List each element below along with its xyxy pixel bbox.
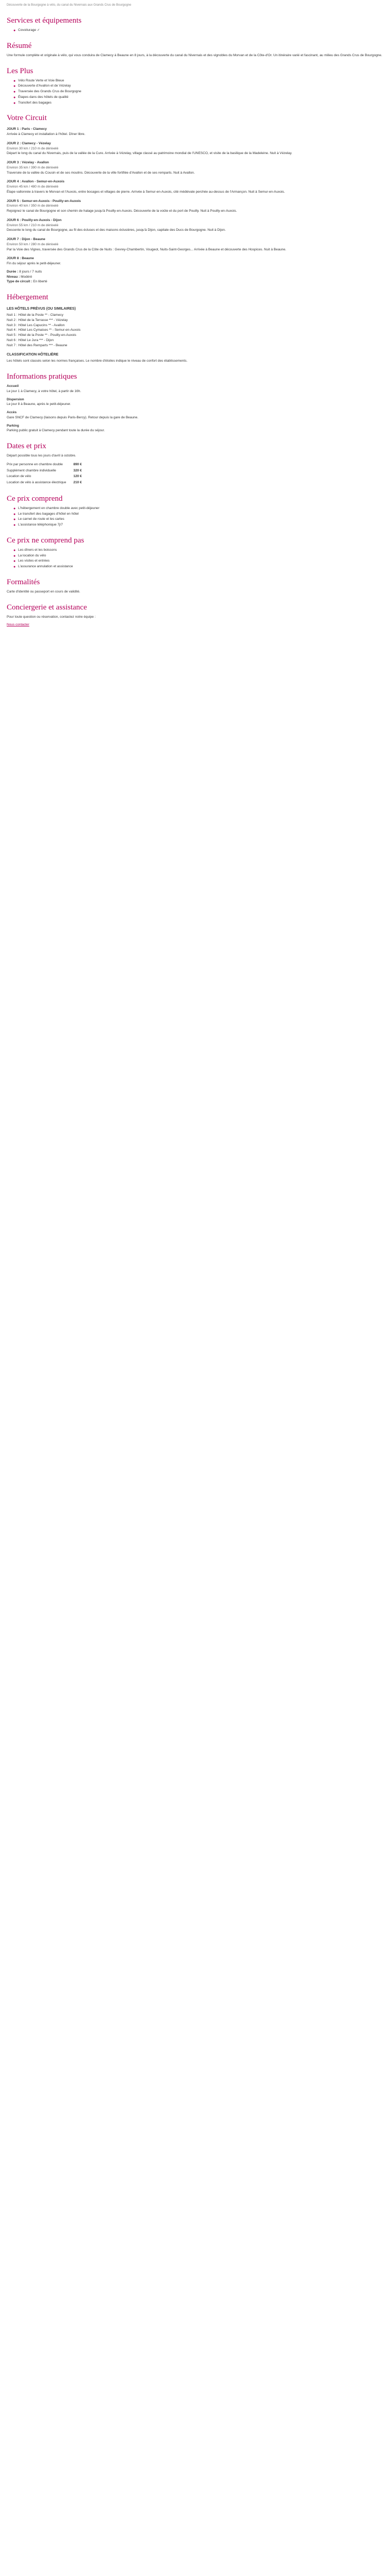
hotel-item: Nuit 1 : Hôtel de la Poste ** - Clamecy bbox=[7, 313, 63, 317]
services-section bbox=[7, 16, 384, 33]
list-item bbox=[13, 522, 384, 528]
day-text: Traversée de la vallée du Cousin et de ses moulins. Découverte de la ville fortifiée d'Avallon et de ses remparts. Nuit à Avallon. bbox=[7, 171, 195, 175]
day-text: Arrivée à Clamecy et installation à l'hôtel. Dîner libre. bbox=[7, 132, 86, 136]
day-block bbox=[7, 237, 384, 252]
list-item bbox=[13, 548, 384, 553]
info-item bbox=[7, 423, 384, 434]
contact-text: Pour toute question ou réservation, contactez notre équipe : bbox=[7, 615, 96, 619]
bullet-icon: ● bbox=[13, 565, 16, 569]
classification-subtitle: CLASSIFICATION HÔTELIÈRE bbox=[7, 353, 59, 357]
list-item bbox=[13, 100, 384, 106]
hebergement-subtitle: LES HÔTELS PRÉVUS (OU SIMILAIRES) bbox=[7, 307, 76, 311]
price-label: Prix par personne en chambre double bbox=[7, 462, 63, 466]
meta-row bbox=[7, 275, 384, 280]
hebergement-section bbox=[7, 293, 384, 364]
list-item bbox=[13, 89, 384, 94]
formalites-section bbox=[7, 578, 384, 595]
resume-text: Une formule complète et originale à vélo, qui vous conduira de Clamecy à Beaune en 8 jours, à la découverte du canal du Nivernais et des vignobles du Morvan et de la Côte-d'Or. Un itinéraire varié et fascinant, au milieu des Grands Crus de Bourgogne. bbox=[7, 53, 382, 57]
list-item bbox=[13, 553, 384, 558]
day-distance: Environ 35 km / 390 m de dénivelé bbox=[7, 165, 59, 170]
hotel-list bbox=[7, 313, 384, 348]
bullet-icon: ● bbox=[13, 554, 16, 558]
comprend-item: Le transfert des bagages d'hôtel en hôtel bbox=[18, 512, 79, 516]
comprend-item: L'hébergement en chambre double avec petit-déjeuner bbox=[18, 506, 100, 510]
prix-ne-comprend-section bbox=[7, 536, 384, 569]
ne-comprend-item: L'assurance annulation et assistance bbox=[18, 565, 73, 569]
bullet-icon: ● bbox=[13, 523, 16, 528]
table-row bbox=[7, 480, 89, 486]
plus-item: Découverte d'Avallon et de Vézelay bbox=[18, 84, 71, 88]
day-block bbox=[7, 199, 384, 214]
table-row bbox=[7, 468, 89, 474]
les-plus-list bbox=[7, 78, 384, 106]
contact-title: Conciergerie et assistance bbox=[7, 603, 87, 612]
resume-section bbox=[7, 41, 384, 58]
hotel-item: Nuit 5 : Hôtel de la Poste ** - Pouilly-en-Auxois bbox=[7, 333, 76, 337]
list-item bbox=[13, 78, 384, 83]
day-block bbox=[7, 179, 384, 194]
day-distance: Environ 45 km / 480 m de dénivelé bbox=[7, 185, 59, 189]
les-plus-title: Les Plus bbox=[7, 66, 34, 75]
hotel-item: Nuit 6 : Hôtel Le Jura *** - Dijon bbox=[7, 338, 54, 342]
list-item bbox=[13, 564, 384, 569]
bullet-icon: ● bbox=[13, 506, 16, 511]
resume-title: Résumé bbox=[7, 41, 32, 50]
bullet-icon: ● bbox=[13, 518, 16, 522]
prix-comprend-list bbox=[7, 506, 384, 528]
price-value: 210 € bbox=[73, 481, 82, 485]
list-item bbox=[13, 512, 384, 517]
bullet-icon: ● bbox=[13, 95, 16, 99]
services-title: Services et équipements bbox=[7, 16, 82, 25]
page bbox=[0, 0, 391, 638]
price-table bbox=[7, 462, 89, 486]
day-title: JOUR 8 : Beaune bbox=[7, 257, 34, 261]
service-item: Covoiturage ✓ bbox=[18, 28, 40, 32]
meta-value: 8 jours / 7 nuits bbox=[19, 269, 42, 274]
prix-comprend-section bbox=[7, 494, 384, 528]
day-text: Départ le long du canal du Nivernais, puis de la vallée de la Cure. Arrivée à Vézelay, village classé au patrimoine mondial de l'UNESCO, et visite de la basilique de la Madeleine. Nuit à Vézelay. bbox=[7, 151, 292, 156]
price-value: 890 € bbox=[73, 462, 82, 466]
day-block bbox=[7, 127, 384, 137]
list-item bbox=[13, 517, 384, 522]
prix-comprend-title: Ce prix comprend bbox=[7, 494, 63, 503]
day-text: Étape vallonnée à travers le Morvan et l'Auxois, entre bocages et villages de pierre. Arrivée à Semur-en-Auxois, cité médiévale perchée au-dessus de l'Armançon. Nuit à Semur-en-Auxois. bbox=[7, 190, 285, 194]
circuit-title: Votre Circuit bbox=[7, 114, 47, 123]
meta-row bbox=[7, 269, 384, 275]
day-title: JOUR 5 : Semur-en-Auxois - Pouilly-en-Auxois bbox=[7, 199, 81, 203]
hebergement-title: Hébergement bbox=[7, 293, 48, 301]
day-block bbox=[7, 256, 384, 266]
day-title: JOUR 6 : Pouilly-en-Auxois - Dijon bbox=[7, 218, 62, 222]
list-item bbox=[13, 95, 384, 100]
info-text: Le jour 1 à Clamecy, à votre hôtel, à partir de 16h. bbox=[7, 389, 82, 393]
dates-prix-text: Départ possible tous les jours d'avril à octobre. bbox=[7, 454, 76, 458]
circuit-meta bbox=[7, 269, 384, 284]
info-title: Dispersion bbox=[7, 397, 24, 401]
prix-ne-comprend-title: Ce prix ne comprend pas bbox=[7, 536, 84, 545]
services-list bbox=[7, 28, 384, 33]
price-value: 120 € bbox=[73, 474, 82, 479]
plus-item: Transfert des bagages bbox=[18, 100, 52, 105]
day-block bbox=[7, 160, 384, 175]
day-text: Fin du séjour après le petit-déjeuner. bbox=[7, 262, 61, 265]
ne-comprend-item: Les visites et entrées bbox=[18, 559, 50, 563]
meta-label: Niveau : bbox=[7, 275, 20, 279]
hotel-item: Nuit 3 : Hôtel Les Capucins ** - Avallon bbox=[7, 323, 65, 327]
info-title: Accueil bbox=[7, 384, 19, 388]
plus-item: Vélo Route Verte et Voie Bleue bbox=[18, 78, 64, 82]
ne-comprend-item: La location du vélo bbox=[18, 553, 46, 557]
day-distance: Environ 50 km / 280 m de dénivelé bbox=[7, 242, 59, 246]
list-item bbox=[13, 506, 384, 511]
table-row bbox=[7, 462, 89, 468]
hotel-item: Nuit 7 : Hôtel des Remparts *** - Beaune bbox=[7, 343, 68, 347]
list-item bbox=[13, 28, 384, 33]
bullet-icon: ● bbox=[13, 548, 16, 552]
bullet-icon: ● bbox=[13, 101, 16, 105]
price-value: 320 € bbox=[73, 468, 82, 472]
hotel-item: Nuit 2 : Hôtel de la Terrasse *** - Vézelay bbox=[7, 318, 68, 322]
contact-section bbox=[7, 603, 384, 628]
day-block bbox=[7, 141, 384, 156]
day-title: JOUR 7 : Dijon - Beaune bbox=[7, 238, 45, 241]
day-text: Descente le long du canal de Bourgogne, au fil des écluses et des maisons éclusières, jusqu'à Dijon, capitale des Ducs de Bourgogne. Nuit à Dijon. bbox=[7, 228, 226, 232]
circuit-section bbox=[7, 113, 384, 284]
info-text: Le jour 8 à Beaune, après le petit-déjeuner. bbox=[7, 402, 71, 406]
formalites-title: Formalités bbox=[7, 578, 40, 586]
hotel-item: Nuit 4 : Hôtel Les Cymaises ** - Semur-en-Auxois bbox=[7, 328, 81, 332]
info-item bbox=[7, 410, 384, 420]
meta-value: Modéré bbox=[21, 275, 32, 279]
info-title: Parking bbox=[7, 423, 19, 428]
prix-ne-comprend-list bbox=[7, 548, 384, 569]
plus-item: Traversée des Grands Crus de Bourgogne bbox=[18, 90, 82, 93]
day-title: JOUR 4 : Avallon - Semur-en-Auxois bbox=[7, 180, 64, 184]
formalites-text: Carte d'identité ou passeport en cours de validité. bbox=[7, 589, 80, 594]
meta-value: En liberté bbox=[33, 280, 47, 284]
bullet-icon: ● bbox=[13, 512, 16, 516]
day-block bbox=[7, 218, 384, 233]
ne-comprend-item: Les dîners et les boissons bbox=[18, 548, 57, 552]
price-label: Supplément chambre individuelle bbox=[7, 468, 56, 472]
infos-section bbox=[7, 372, 384, 433]
dates-prix-title: Dates et prix bbox=[7, 442, 46, 451]
classification-text: Les hôtels sont classés selon les normes françaises. Le nombre d'étoiles indique le niveau de confort des établissements. bbox=[7, 359, 188, 363]
info-text: Gare SNCF de Clamecy (liaisons depuis Paris-Bercy). Retour depuis la gare de Beaune. bbox=[7, 415, 139, 419]
bullet-icon: ● bbox=[13, 560, 16, 564]
meta-label: Durée : bbox=[7, 269, 19, 274]
day-text: Rejoignez le canal de Bourgogne et son chemin de halage jusqu'à Pouilly-en-Auxois. Découverte de la voûte et du port de Pouilly. Nuit à Pouilly-en-Auxois. bbox=[7, 209, 237, 213]
comprend-item: L'assistance téléphonique 7j/7 bbox=[18, 523, 63, 527]
info-text: Parking public gratuit à Clamecy pendant toute la durée du séjour. bbox=[7, 429, 105, 433]
les-plus-section bbox=[7, 66, 384, 106]
day-distance: Environ 30 km / 210 m de dénivelé bbox=[7, 146, 59, 150]
list-item bbox=[13, 558, 384, 564]
info-title: Accès bbox=[7, 411, 17, 415]
comprend-item: Le carnet de route et les cartes bbox=[18, 517, 64, 521]
bullet-icon: ● bbox=[13, 90, 16, 94]
dates-prix-section bbox=[7, 442, 384, 486]
table-row bbox=[7, 473, 89, 480]
top-line: Découverte de la Bourgogne à vélo, du canal du Nivernais aux Grands Crus de Bourgogne bbox=[7, 4, 132, 7]
meta-label: Type de circuit : bbox=[7, 280, 32, 284]
day-text: Par la Voie des Vignes, traversée des Grands Crus de la Côte de Nuits : Gevrey-Chambertin, Vougeot, Nuits-Saint-Georges... Arrivée à Beaune et découverte des Hospices. Nuit à Beaune. bbox=[7, 247, 286, 251]
plus-item: Étapes dans des hôtels de qualité bbox=[18, 95, 69, 99]
day-title: JOUR 3 : Vézelay - Avallon bbox=[7, 161, 49, 164]
day-title: JOUR 1 : Paris - Clamecy bbox=[7, 127, 47, 131]
meta-row bbox=[7, 279, 384, 284]
price-label: Location de vélo bbox=[7, 474, 31, 479]
contact-link[interactable]: Nous contacter bbox=[7, 623, 29, 627]
bullet-icon: ● bbox=[13, 79, 16, 83]
infos-title: Informations pratiques bbox=[7, 372, 77, 381]
info-item bbox=[7, 397, 384, 408]
day-title: JOUR 2 : Clamecy - Vézelay bbox=[7, 141, 51, 145]
day-distance: Environ 55 km / 210 m de dénivelé bbox=[7, 223, 59, 227]
info-item bbox=[7, 384, 384, 394]
bullet-icon: ● bbox=[13, 29, 16, 32]
day-distance: Environ 40 km / 350 m de dénivelé bbox=[7, 204, 59, 208]
price-label: Location de vélo à assistance électrique bbox=[7, 481, 67, 485]
bullet-icon: ● bbox=[13, 84, 16, 89]
list-item bbox=[13, 83, 384, 89]
